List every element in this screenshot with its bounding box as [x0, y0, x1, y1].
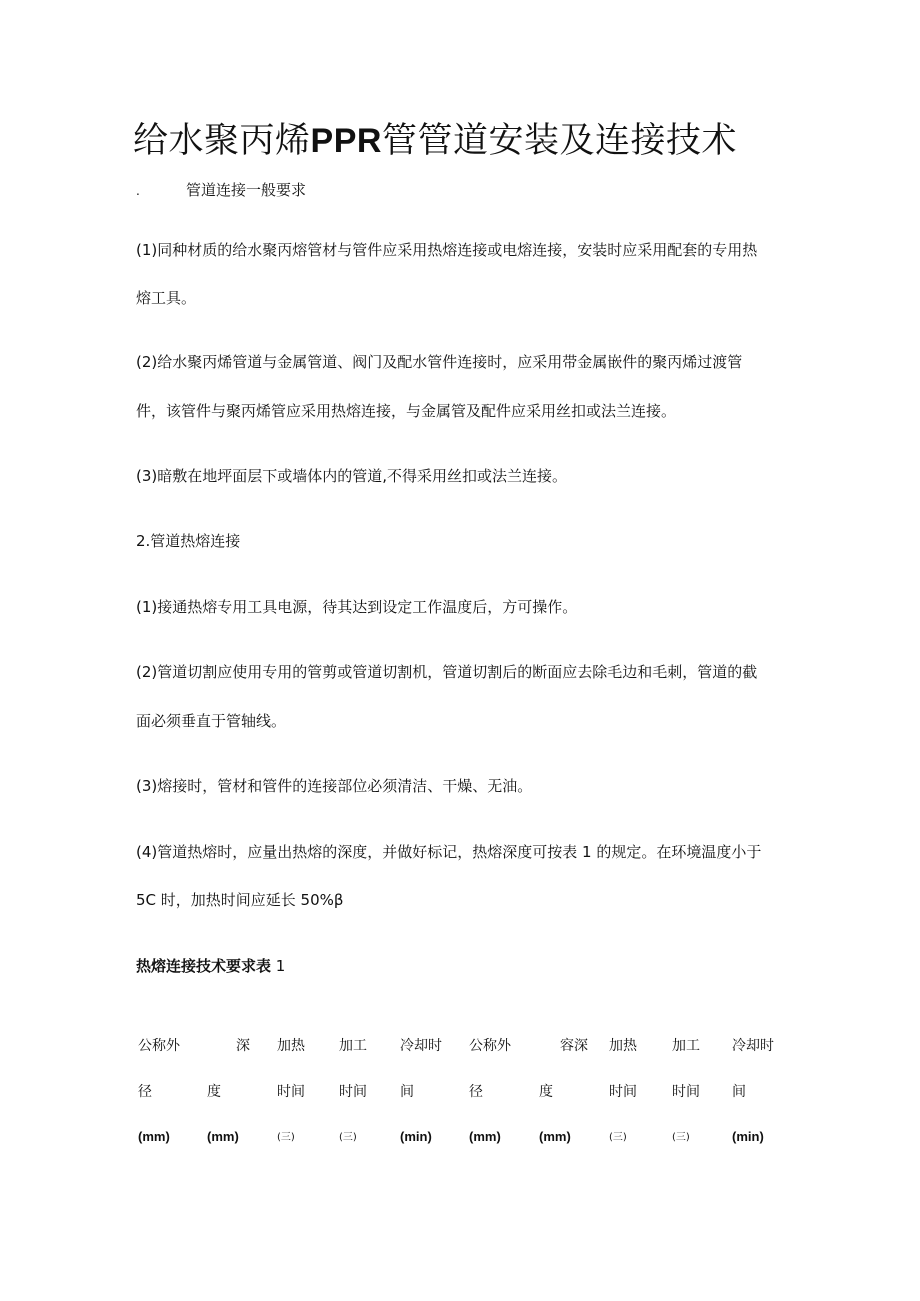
title-text-part3: 管管道安装及连接技术	[381, 121, 737, 161]
section1-marker: .	[136, 184, 140, 198]
th-6-line2: 径	[469, 1084, 483, 1100]
document-title	[133, 116, 833, 166]
table-caption-text: 热熔连接技术要求表	[136, 957, 272, 975]
th-10-line2: 间	[732, 1084, 746, 1100]
th-9-unit: (三)	[672, 1132, 690, 1143]
th-4-unit: (三)	[339, 1132, 357, 1143]
th-1-unit: (mm)	[138, 1129, 170, 1144]
th-6-unit: (mm)	[469, 1129, 501, 1144]
title-text-ppr: PPR	[310, 122, 382, 160]
th-3-line1: 加热	[277, 1038, 305, 1054]
section1-item2-line2: 件，该管件与聚丙烯管应采用热熔连接，与金属管及配件应采用丝扣或法兰连接。	[136, 402, 677, 420]
section1-heading: 管道连接一般要求	[186, 181, 307, 199]
section2-item2-line1: (2)管道切割应使用专用的管剪或管道切割机，管道切割后的断面应去除毛边和毛刺，管道的截	[136, 663, 758, 681]
th-2-line2: 度	[207, 1084, 221, 1100]
th-3-unit: (三)	[277, 1132, 295, 1143]
th-8-unit: (三)	[609, 1132, 627, 1143]
section2-item3: (3)熔接时，管材和管件的连接部位必须清洁、干燥、无油。	[136, 777, 533, 795]
th-5-unit: (min)	[400, 1129, 432, 1144]
th-4-line2: 时间	[339, 1084, 367, 1100]
th-8-line2: 时间	[609, 1084, 637, 1100]
th-3-line2: 时间	[277, 1084, 305, 1100]
th-5-line1: 冷却时	[400, 1038, 442, 1054]
section2-item1: (1)接通热熔专用工具电源，待其达到设定工作温度后，方可操作。	[136, 598, 578, 616]
th-6-line1: 公称外	[469, 1038, 511, 1054]
th-10-line1: 冷却时	[732, 1038, 774, 1054]
section1-item1-line1: (1)同种材质的给水聚丙熔管材与管件应采用热熔连接或电熔连接，安装时应采用配套的专用热	[136, 241, 758, 259]
th-2-unit: (mm)	[207, 1129, 239, 1144]
th-7-unit: (mm)	[539, 1129, 571, 1144]
th-9-line2: 时间	[672, 1084, 700, 1100]
table-caption-number: 1	[275, 957, 286, 975]
section2-item2-line2: 面必须垂直于管轴线。	[136, 712, 287, 730]
th-10-unit: (min)	[732, 1129, 764, 1144]
section1-item2-line1: (2)给水聚丙烯管道与金属管道、阀门及配水管件连接时，应采用带金属嵌件的聚丙烯过渡管	[136, 353, 743, 371]
th-9-line1: 加工	[672, 1038, 700, 1054]
th-8-line1: 加热	[609, 1038, 637, 1054]
section1-item1-line2: 熔工具。	[136, 289, 197, 307]
th-1-line2: 径	[138, 1084, 152, 1100]
section2-item4-line2: 5C 时，加热时间应延长 50%β	[136, 891, 344, 909]
th-4-line1: 加工	[339, 1038, 367, 1054]
title-text-part1: 给水聚丙烯	[133, 121, 311, 161]
th-2-line1: 深	[236, 1038, 250, 1054]
section2-heading: 2.管道热熔连接	[136, 532, 241, 550]
th-1-line1: 公称外	[138, 1038, 180, 1054]
table-caption	[136, 955, 285, 977]
th-5-line2: 间	[400, 1084, 414, 1100]
section2-item4-line1: (4)管道热熔时，应量出热熔的深度，并做好标记，热熔深度可按表 1 的规定。在环境温度小于	[136, 843, 762, 861]
section1-item3: (3)暗敷在地坪面层下或墙体内的管道,不得采用丝扣或法兰连接。	[136, 467, 568, 485]
th-7-line1: 容深	[560, 1038, 588, 1054]
th-7-line2: 度	[539, 1084, 553, 1100]
